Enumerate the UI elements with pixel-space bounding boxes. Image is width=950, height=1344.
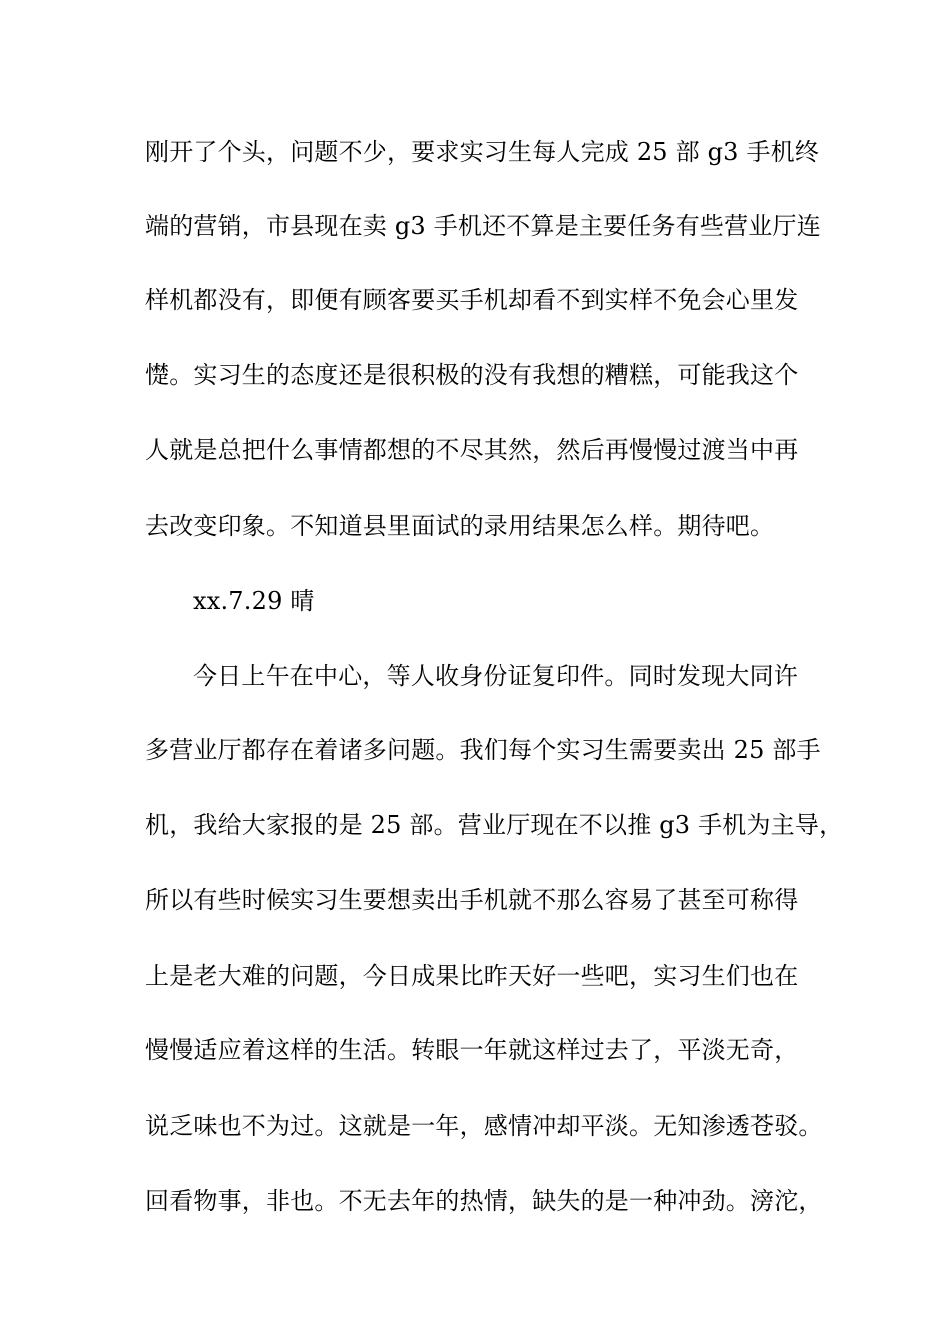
text-line: 今日上午在中心，等人收身份证复印件。同时发现大同许: [193, 662, 798, 690]
text-line: 人就是总把什么事情都想的不尽其然，然后再慢慢过渡当中再: [145, 436, 799, 464]
text-line: 上是老大难的问题，今日成果比昨天好一些吧，实习生们也在: [145, 962, 799, 990]
text-line: 回看物事，非也。不无去年的热情，缺失的是一种冲劲。滂沱，: [145, 1187, 823, 1215]
text-line: 多营业厅都存在着诸多问题。我们每个实习生需要卖出 25 部手: [145, 736, 821, 764]
text-line: 说乏味也不为过。这就是一年，感情冲却平淡。无知渗透苍驳。: [145, 1112, 823, 1140]
text-line: 憷。实习生的态度还是很积极的没有我想的糟糕，可能我这个: [145, 361, 799, 389]
text-line: 去改变印象。不知道县里面试的录用结果怎么样。期待吧。: [145, 512, 775, 540]
text-line: 样机都没有，即便有顾客要买手机却看不到实样不免会心里发: [145, 286, 799, 314]
text-line: 刚开了个头，问题不少，要求实习生每人完成 25 部 g3 手机终: [145, 138, 820, 166]
text-line: 机，我给大家报的是 25 部。营业厅现在不以推 g3 手机为主导，: [145, 811, 844, 839]
text-line: 所以有些时候实习生要想卖出手机就不那么容易了甚至可称得: [145, 886, 799, 914]
text-line: 端的营销，市县现在卖 g3 手机还不算是主要任务有些营业厅连: [145, 212, 821, 240]
date-heading: xx.7.29 晴: [193, 587, 315, 615]
text-line: 慢慢适应着这样的生活。转眼一年就这样过去了，平淡无奇，: [145, 1036, 799, 1064]
